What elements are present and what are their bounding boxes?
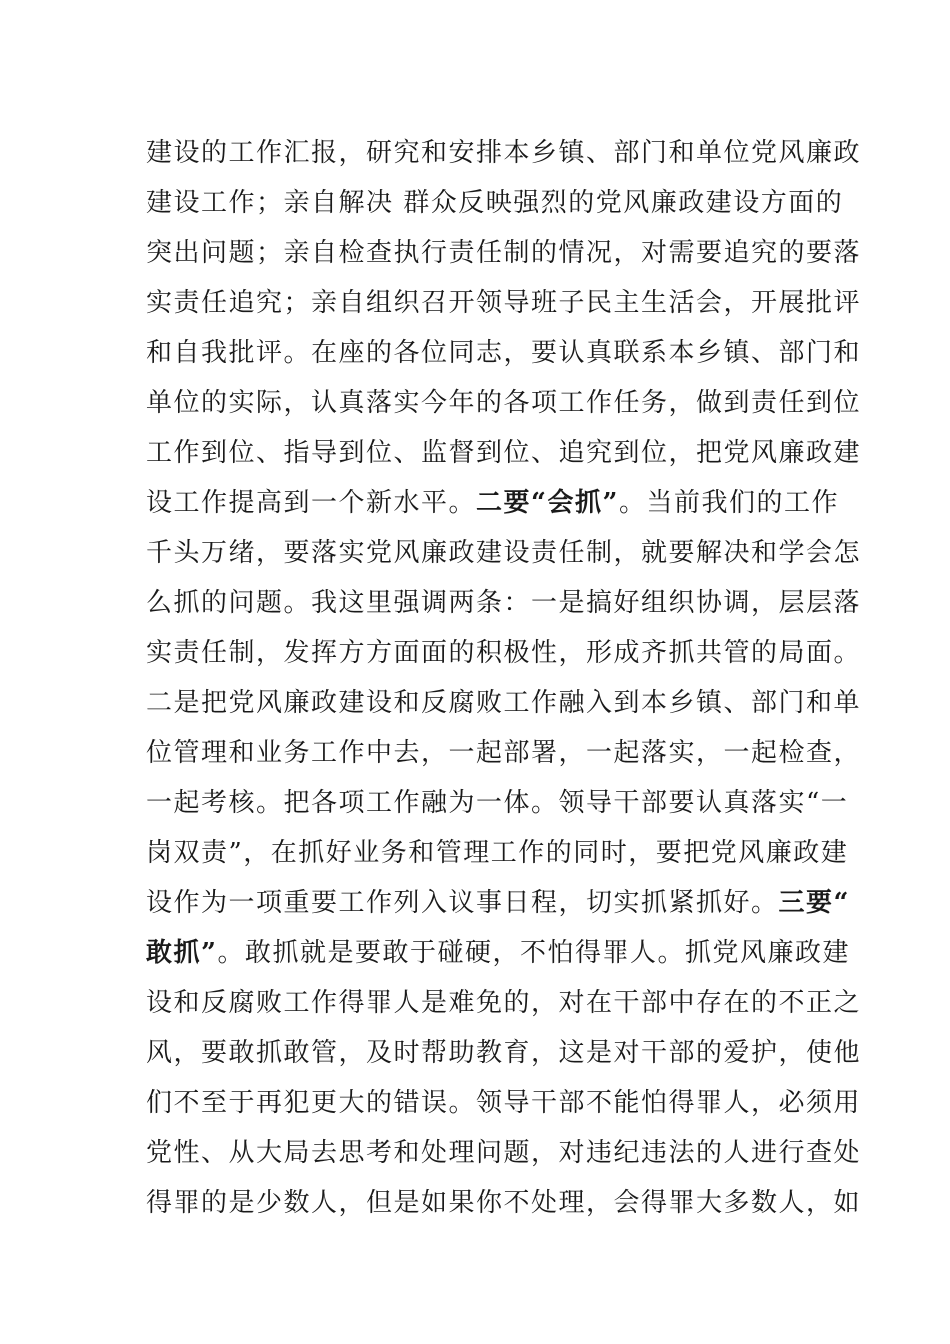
text-run: 得罪的是少数人，但是如果你不处理，会得罪大多数人，如 (146, 1188, 862, 1218)
text-line (146, 878, 850, 928)
text-line (146, 928, 850, 978)
text-line (146, 428, 862, 478)
text-line (146, 128, 862, 178)
text-line (146, 178, 844, 228)
text-run: 一起考核。把各项工作融为一体。领导干部要认真落实“一 (146, 788, 849, 818)
text-run: 实责任追究；亲自组织召开领导班子民主生活会，开展批评 (146, 288, 862, 318)
text-line (146, 478, 839, 528)
text-line (146, 628, 862, 678)
text-run: 突出问题；亲自检查执行责任制的情况，对需要追究的要落 (146, 238, 862, 268)
text-line (146, 1078, 862, 1128)
text-run: 建设的工作汇报，研究和安排本乡镇、部门和单位党风廉政 (146, 138, 862, 168)
text-line (146, 778, 849, 828)
text-line (146, 1028, 862, 1078)
text-run: 工作到位、指导到位、监督到位、追究到位，把党风廉政建 (146, 438, 862, 468)
text-run: 么抓的问题。我这里强调两条：一是搞好组织协调，层层落 (146, 588, 862, 618)
text-line (146, 278, 862, 328)
text-run: 。敢抓就是要敢于碰硬，不怕得罪人。抓党风廉政建 (217, 938, 850, 968)
text-run: 设工作提高到一个新水平。 (146, 488, 477, 518)
text-run: 和自我批评。在座的各位同志，要认真联系本乡镇、部门和 (146, 338, 862, 368)
text-run: 实责任制，发挥方方面面的积极性，形成齐抓共管的局面。 (146, 638, 862, 668)
emphasis-heading: 敢抓” (146, 938, 218, 968)
emphasis-heading: 三要“ (778, 888, 850, 918)
text-line (146, 528, 862, 578)
text-run: 们不至于再犯更大的错误。领导干部不能怕得罪人，必须用 (146, 1088, 862, 1118)
text-line (146, 828, 849, 878)
text-line (146, 678, 862, 728)
text-line (146, 328, 862, 378)
text-run: 。当前我们的工作 (618, 488, 839, 518)
text-run: 风，要敢抓敢管，及时帮助教育，这是对干部的爱护，使他 (146, 1038, 862, 1068)
text-run: 岗双责”，在抓好业务和管理工作的同时，要把党风廉政建 (146, 838, 849, 868)
text-line (146, 1128, 862, 1178)
emphasis-heading: 二要“会抓” (476, 488, 619, 518)
text-line (146, 228, 862, 278)
text-line (146, 1178, 862, 1228)
text-line (146, 378, 862, 428)
text-run: 位管理和业务工作中去，一起部署，一起落实，一起检查， (146, 738, 862, 768)
body-text (146, 128, 862, 1228)
text-run: 千头万绪，要落实党风廉政建设责任制，就要解决和学会怎 (146, 538, 862, 568)
text-run: 党性、从大局去思考和处理问题，对违纪违法的人进行查处 (146, 1138, 862, 1168)
text-run: 建设工作；亲自解决 群众反映强烈的党风廉政建设方面的 (146, 188, 844, 218)
text-line (146, 578, 862, 628)
text-run: 单位的实际，认真落实今年的各项工作任务，做到责任到位 (146, 388, 862, 418)
text-run: 二是把党风廉政建设和反腐败工作融入到本乡镇、部门和单 (146, 688, 862, 718)
text-run: 设和反腐败工作得罪人是难免的，对在干部中存在的不正之 (146, 988, 862, 1018)
text-line (146, 978, 862, 1028)
text-line (146, 728, 862, 778)
text-run: 设作为一项重要工作列入议事日程，切实抓紧抓好。 (146, 888, 779, 918)
